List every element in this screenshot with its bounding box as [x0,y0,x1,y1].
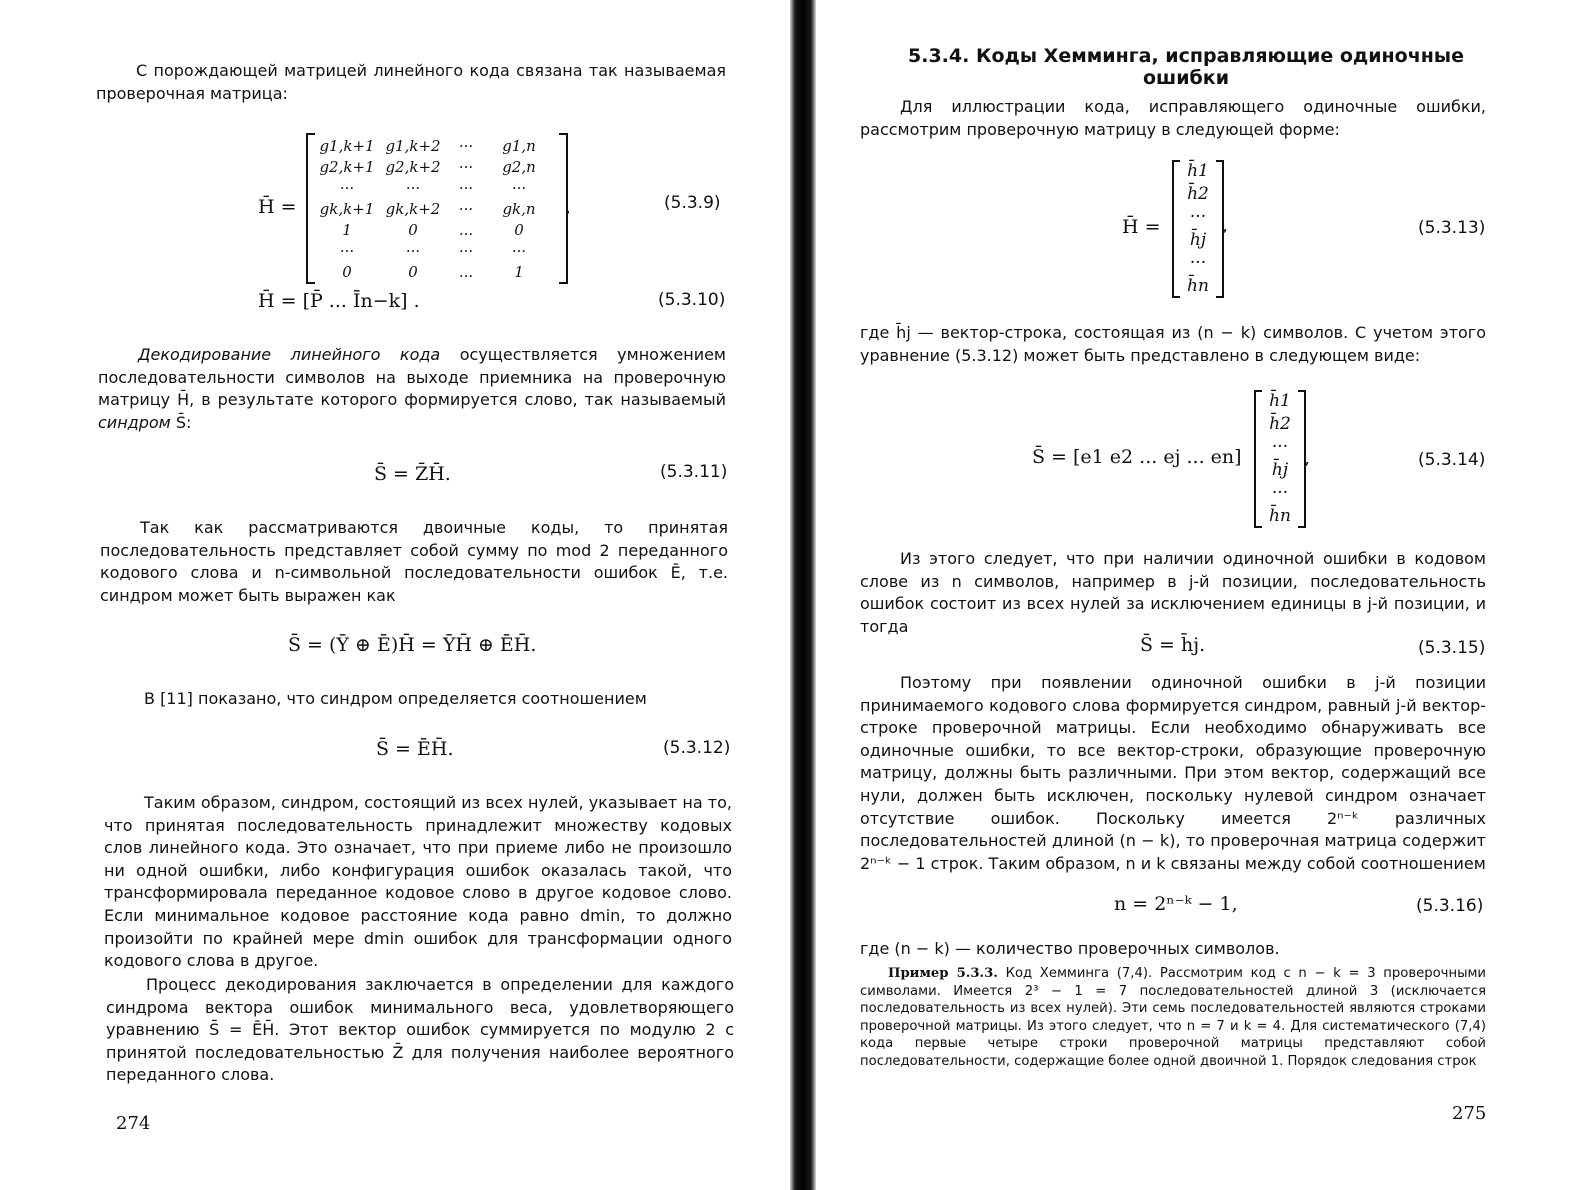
matrix-cell: ··· [458,199,474,218]
equation-5-3-11: S̄ = Z̄H̄. [374,463,451,485]
matrix-cell: gk,k+2 [385,199,441,218]
equation-syndrome-expansion: S̄ = (Ȳ ⊕ Ē)H̄ = ȲH̄ ⊕ ĒH̄. [288,634,537,656]
matrix-cell: ... [458,262,474,281]
paragraph-syndrome-row: Поэтому при появлении одиночной ошибки в j-й позиции принимаемого кодового слова формируется синдром, равный j-й вектор-строке проверочной матрицы. Если необходимо обнаруживать все одиночные ошибки, то все вектор-строки, образующие проверочную матрицу, должны быть различными. При этом вектор, содержащий все нули, должен быть исключен, поскольку нулевой синдром означает отсутствие ошибок. Поскольку имеется 2ⁿ⁻ᵏ различных последовательностей длиной (n − k), то проверочная матрица содержит 2ⁿ⁻ᵏ − 1 строк. Таким образом, n и k связаны между собой соотношением [860,673,1486,873]
matrix-row [314,240,560,261]
matrix-cell: g1,k+2 [385,136,441,155]
vector-entry: h̄j [1271,460,1289,480]
row-vector-column-5-3-14 [1254,390,1306,528]
section-heading-line1: 5.3.4. Коды Хемминга, исправляющие одиночные [908,45,1464,67]
paragraph-decoding-text: осуществляется умножением последовательности символов на выходе приемника на проверочную матрицу H̄, в результате которого формируется слово, так называемый [98,345,726,410]
vector-entry: h̄n [1187,276,1209,296]
section-heading-line2: ошибки [1142,67,1230,89]
equation-number-5-3-13: (5.3.13) [1418,218,1486,238]
paragraph-decoding [98,344,726,434]
paragraph-illustration: Для иллюстрации кода, исправляющего одиночные ошибки, рассмотрим проверочную матрицу в следующей форме: [860,97,1486,139]
matrix-cell: g2,k+1 [319,157,375,176]
matrix-cell: g1,k+1 [319,136,375,155]
vector-entry: h̄1 [1269,391,1291,411]
matrix-cell: ··· [458,178,474,197]
paragraph-reference: В [11] показано, что синдром определяется соотношением [144,689,647,708]
matrix-cell: ··· [405,178,421,197]
page-number-right: 275 [1452,1103,1487,1124]
matrix-cell: 0 [408,262,418,281]
equation-5-3-14-comma: , [1304,447,1311,469]
equation-number-5-3-12: (5.3.12) [663,738,731,758]
row-vector-column-5-3-13 [1172,160,1224,298]
example-text: Код Хемминга (7,4). Рассмотрим код с n − k = 3 проверочными символами. Имеется 2³ − 1 = 7 последовательностей длиной 3 (исключается последовательность из всех нулей). Эти семь последовательностей являются строками проверочной матрицы. Из этого следует, что n = 7 и k = 4. Для систематического (7,4) кода первые четыре строки проверочной матрицы представляют собой последовательности, содержащие более одной двоичной 1. Порядок следования строк [860,966,1486,1069]
parity-check-matrix [306,133,568,284]
equation-5-3-16: n = 2ⁿ⁻ᵏ − 1, [1114,893,1238,915]
paragraph-binary-codes: Так как рассматриваются двоичные коды, то принятая последовательность представляет собой сумму по mod 2 переданного кодового слова и n-символьной последовательности ошибок Ē, т.е. синдром может быть выражен как [100,518,728,605]
paragraph-single-error: Из этого следует, что при наличии одиночной ошибки в кодовом слове из n символов, например в j-й позиции, последовательность ошибок состоит из всех нулей за исключением единицы в j-й позиции, и тогда [860,549,1486,636]
matrix-cell: 1 [514,262,524,281]
equation-5-3-9-comma: , [565,196,572,218]
matrix-cell: ··· [405,241,421,260]
matrix-cell: ... [458,220,474,239]
equation-5-3-12: S̄ = ĒH̄. [376,738,454,760]
equation-number-5-3-10: (5.3.10) [658,290,726,310]
equation-5-3-13-comma: , [1222,214,1229,236]
vector-entry: h̄2 [1269,414,1291,434]
matrix-cell: ··· [511,178,527,197]
matrix-row [314,219,560,240]
matrix-cell: g1,n [502,136,536,155]
matrix-cell: ··· [339,178,355,197]
matrix-row [314,198,560,219]
matrix-cell: ··· [458,241,474,260]
matrix-row [314,156,560,177]
matrix-row [314,261,560,282]
vector-entry: h̄1 [1187,161,1209,181]
equation-5-3-13-lhs: H̄ = [1122,216,1161,238]
equation-5-3-15: S̄ = h̄j. [1140,634,1206,656]
left-page [0,0,790,1190]
vector-entry: ··· [1271,483,1289,503]
paragraph-decoding-end: S̄: [170,412,192,432]
matrix-cell: 0 [514,220,524,239]
paragraph-zero-syndrome: Таким образом, синдром, состоящий из всех нулей, указывает на то, что принятая последовательность принадлежит множеству кодовых слов линейного кода. Это означает, что при приеме либо не произошло ни одной ошибки, либо конфигурация ошибок оказалась такой, что трансформировала переданное кодовое слово в другое кодовое слово. Если минимальное кодовое расстояние кода равно dmin, то должно произойти по крайней мере dmin ошибок для трансформации одного кодового слова в другое. [104,793,732,971]
matrix-cell: ··· [458,157,474,176]
matrix-cell: 0 [408,220,418,239]
matrix-cell: g2,n [502,157,536,176]
matrix-cell: gk,n [502,199,536,218]
equation-number-5-3-14: (5.3.14) [1418,450,1486,470]
equation-5-3-9-lhs: H̄ = [258,196,297,218]
equation-number-5-3-16: (5.3.16) [1416,896,1484,916]
page-number-left: 274 [116,1113,151,1134]
example-5-3-3 [860,965,1486,1071]
equation-5-3-14-lhs: S̄ = [e1 e2 ... ej ... en] [1032,446,1242,468]
equation-number-5-3-15: (5.3.15) [1418,638,1486,658]
matrix-cell: 0 [342,262,352,281]
vector-entry: h̄n [1269,506,1291,526]
paragraph-check-symbols: где (n − k) — количество проверочных символов. [860,939,1280,958]
equation-5-3-10: H̄ = [P̄ ... Īn−k] . [258,290,420,312]
matrix-cell: gk,k+1 [319,199,375,218]
term-decoding: Декодирование линейного кода [138,345,441,364]
section-heading [856,45,1516,89]
matrix-cell: 1 [342,220,352,239]
example-label: Пример 5.3.3. [888,966,998,981]
vector-entry: h̄j [1189,230,1207,250]
book-spine [790,0,816,1190]
matrix-row [314,177,560,198]
matrix-cell: ··· [458,136,474,155]
paragraph-row-vector: где h̄j — вектор-строка, состоящая из (n − k) символов. С учетом этого уравнение (5.3.12) может быть представлено в следующем виде: [860,323,1486,365]
vector-entry: h̄2 [1187,184,1209,204]
vector-entry: ··· [1189,253,1207,273]
equation-number-5-3-9: (5.3.9) [664,193,721,213]
right-page [816,0,1587,1190]
matrix-row [314,135,560,156]
matrix-cell: ··· [339,241,355,260]
equation-number-5-3-11: (5.3.11) [660,462,728,482]
vector-entry: ··· [1271,437,1289,457]
matrix-cell: ··· [511,241,527,260]
matrix-cell: g2,k+2 [385,157,441,176]
paragraph-decoding-process: Процесс декодирования заключается в определении для каждого синдрома вектора ошибок минимального веса, удовлетворяющего уравнению S̄ = ĒH̄. Этот вектор ошибок суммируется по модулю 2 с принятой последовательностью Z̄ для получения наиболее вероятного переданного слова. [106,975,734,1085]
vector-entry: ··· [1189,207,1207,227]
paragraph-intro: С порождающей матрицей линейного кода связана так называемая проверочная матрица: [96,61,726,103]
term-syndrome: синдром [98,412,171,432]
